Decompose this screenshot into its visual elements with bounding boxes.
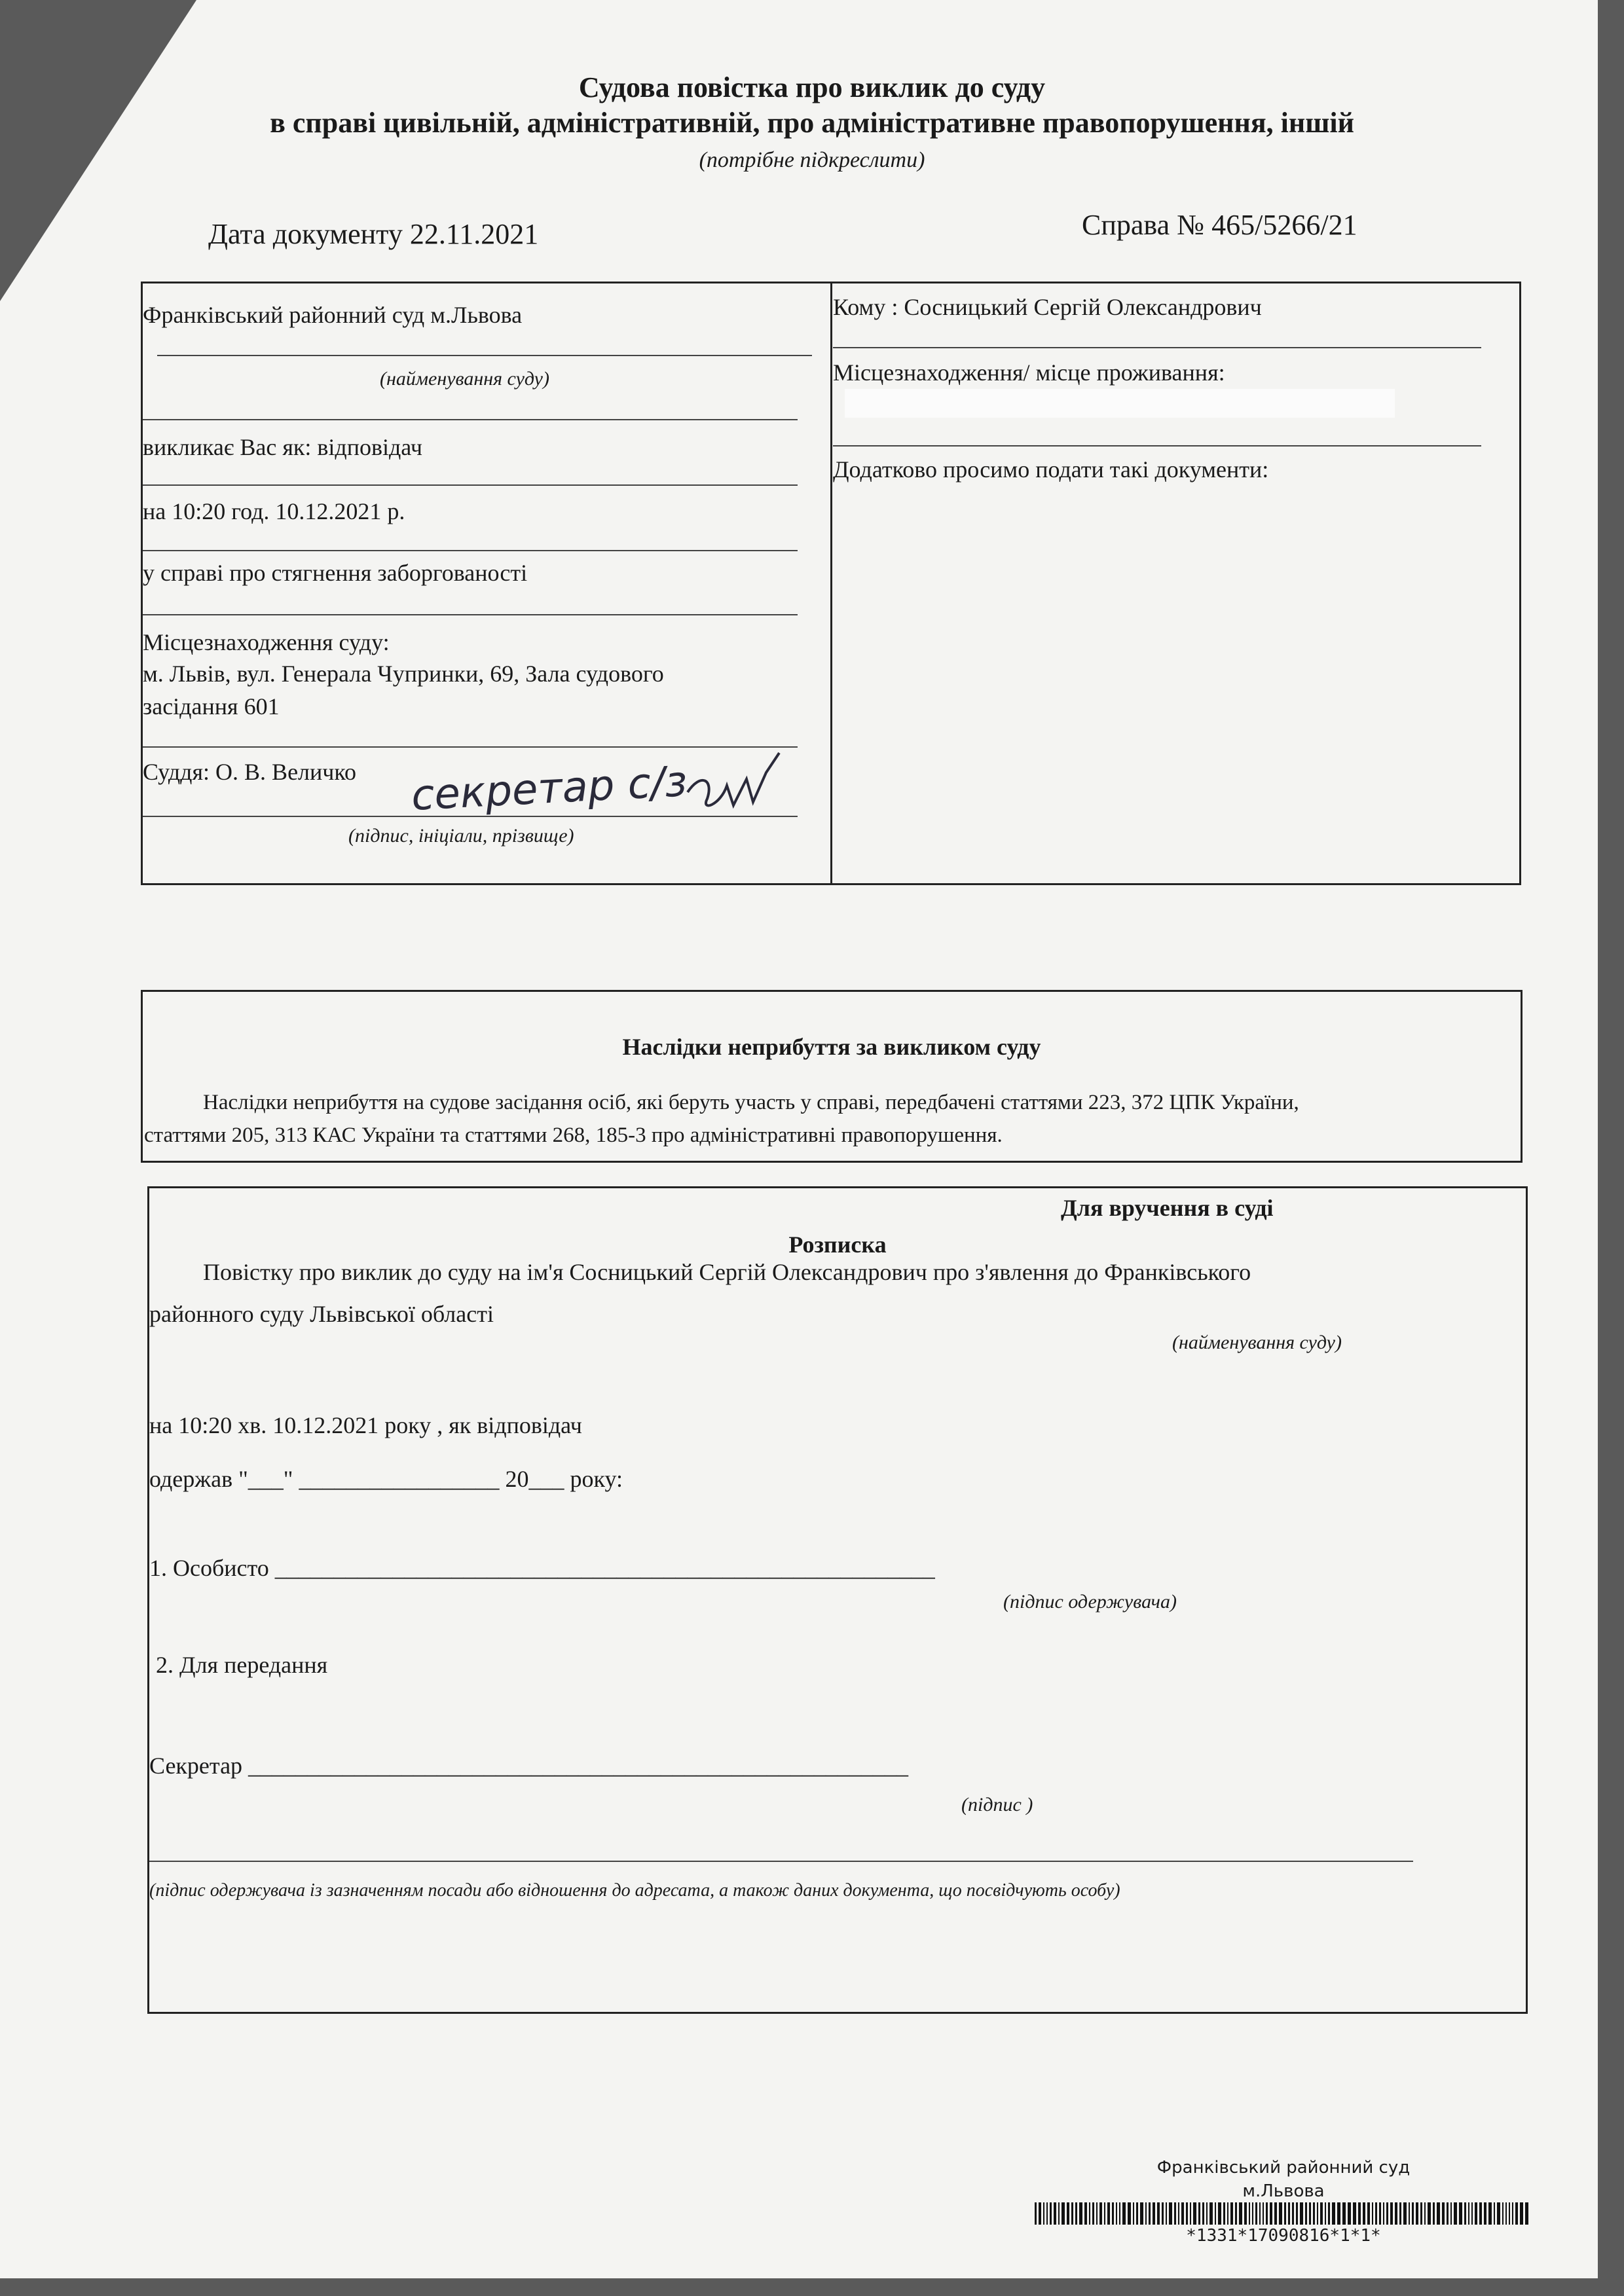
receipt-text-line-1: Повістку про виклик до суду на ім'я Сосницький Сергій Олександрович про з'явлення до Франківського [203,1259,1251,1285]
title-line-1: Судова повістка про виклик до суду [578,71,1046,103]
for-transfer: 2. Для передання [156,1652,328,1678]
document-date: Дата документу 22.11.2021 [208,218,539,250]
divider-2 [143,484,798,486]
title-line-2: в справі цивільній, адміністративній, про адміністративне правопорушення, іншій [270,107,1354,139]
case-number: Справа № 465/5266/21 [1082,209,1357,241]
court-name-underline [157,355,812,356]
receipt-court-caption: (найменування суду) [1172,1332,1342,1353]
recipient-underline [833,347,1481,348]
recipient: Кому : Сосницький Сергій Олександрович [833,294,1262,320]
receipt-time-line: на 10:20 хв. 10.12.2021 року , як відповідач [149,1412,582,1438]
residence-underline [833,445,1481,446]
title-note: (потрібне підкреслити) [699,148,925,172]
residence-label: Місцезнаходження/ місце проживання: [833,359,1225,386]
personally-line: 1. Особисто ________________________________________________________ [149,1555,935,1581]
stamp-court-line-2: м.Львова [1242,2181,1325,2201]
signature-caption: (підпис, ініціали, прізвище) [348,825,574,847]
court-location-label: Місцезнаходження суду: [143,629,390,655]
court-name: Франківський районний суд м.Львова [143,302,523,328]
handwritten-signature: секретар с/з [410,757,689,820]
receipt-text-line-2: районного суду Львівської області [149,1301,494,1327]
stamp-code: *1331*17090816*1*1* [1186,2226,1381,2246]
consequences-text-line-2: статтями 205, 313 КАС України та статтями 268, 185-3 про адміністративні правопорушення. [144,1123,1003,1147]
hearing-time: на 10:20 год. 10.12.2021 р. [143,498,405,524]
panel-divider [830,283,832,884]
redacted-address [845,389,1395,418]
barcode [1035,2202,1532,2225]
court-name-caption: (найменування суду) [380,368,549,390]
divider-4 [143,614,798,615]
divider-6 [143,816,798,817]
recipient-details-underline [149,1861,1413,1862]
summons-role: викликає Вас як: відповідач [143,434,422,460]
received-date-line: одержав "___" _________________ 20___ року: [149,1466,623,1492]
consequences-title: Наслідки неприбуття за викликом суду [622,1034,1041,1060]
secretary-line: Секретар ________________________________________________________ [149,1753,909,1779]
court-location-line-2: засідання 601 [143,693,280,720]
documents-label: Додатково просимо подати такі документи: [833,456,1269,483]
case-subject: у справі про стягнення заборгованості [143,560,528,586]
for-court-delivery: Для вручення в суді [1061,1195,1274,1221]
court-location-line-1: м. Львів, вул. Генерала Чупринки, 69, Зала судового [143,661,664,687]
stamp-court-line-1: Франківський районний суд [1156,2158,1411,2178]
folded-corner [0,0,196,301]
signature-scribble [681,733,799,851]
recipient-details-caption: (підпис одержувача із зазначенням посади або відношення до адресата, а також даних документа, що посвідчують особу) [149,1880,1120,1901]
secretary-signature-caption: (підпис ) [961,1794,1033,1815]
divider-3 [143,550,798,551]
divider-1 [143,419,798,420]
recipient-signature-caption: (підпис одержувача) [1003,1591,1177,1613]
receipt-title: Розписка [788,1231,887,1258]
judge-name: Суддя: О. В. Величко [143,759,357,785]
consequences-text-line-1: Наслідки неприбуття на судове засідання осіб, які беруть участь у справі, передбачені статтями 223, 372 ЦПК України, [203,1091,1299,1114]
